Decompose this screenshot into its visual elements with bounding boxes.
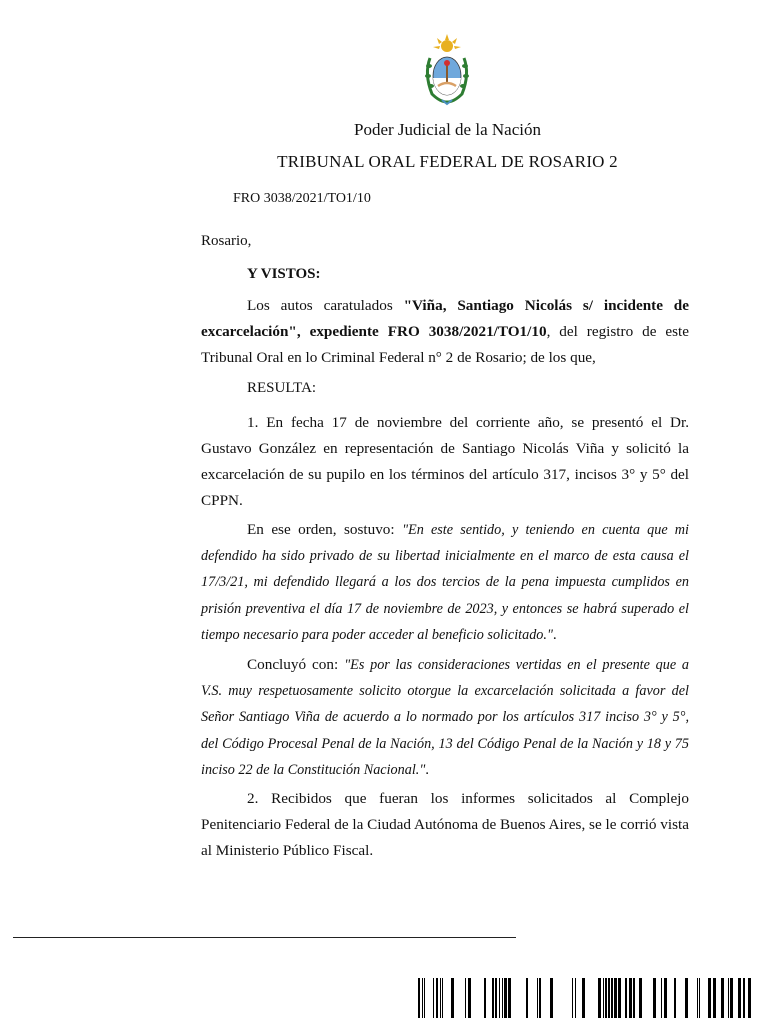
paragraph-conclusion	[201, 652, 689, 783]
barcode-icon	[418, 978, 760, 1018]
argument-lead: En ese orden, sostuvo:	[247, 521, 403, 538]
paragraph-argument	[201, 517, 689, 648]
case-caption-title: "Viña, Santiago Nicolás s/ incidente de excarcelación", expediente FRO 3038/2021/TO1/10	[201, 297, 689, 340]
conclusion-quote: "Es por las consideraciones vertidas en el presente que a V.S. muy respetuosamente solicito otorgue la excarcelación solicitada a favor del Señor Santiago Viña de acuerdo a lo normado por los artículos 317 inciso 3° y 5°, del Código Procesal Penal de la Nación, 13 del Código Penal de la Nación y 18 y 75 inciso 22 de la Constitución Nacional."	[201, 657, 689, 778]
case-caption-lead: Los autos caratulados	[247, 297, 404, 314]
paragraph-2: 2. Recibidos que fueran los informes solicitados al Complejo Penitenciario Federal de la Ciudad Autónoma de Buenos Aires, se le corrió vista al Ministerio Público Fiscal.	[201, 790, 689, 859]
conclusion-lead: Concluyó con:	[247, 656, 345, 673]
paragraph-case-caption	[201, 293, 689, 371]
file-number: FRO 3038/2021/TO1/10	[233, 191, 371, 206]
institution-title: Poder Judicial de la Nación	[354, 120, 541, 139]
argentina-coat-of-arms-icon	[420, 34, 474, 106]
conclusion-tail: .	[425, 760, 430, 778]
paragraph-1: 1. En fecha 17 de noviembre del corriente año, se presentó el Dr. Gustavo González en representación de Santiago Nicolás Viña y solicitó la excarcelación de su pupilo en los términos del artículo 317, incisos 3° y 5° del CPPN.	[201, 414, 689, 509]
section-heading-resulta: RESULTA:	[247, 380, 317, 396]
section-heading-vistos: Y VISTOS:	[247, 266, 321, 282]
court-title: TRIBUNAL ORAL FEDERAL DE ROSARIO 2	[277, 152, 618, 171]
case-caption-tail: , del registro de este Tribunal Oral en lo Criminal Federal n° 2 de Rosario; de los que,	[201, 323, 689, 366]
argument-tail: .	[552, 625, 557, 643]
argument-quote: "En este sentido, y teniendo en cuenta que mi defendido ha sido privado de su libertad inicialmente en el marco de esta causa el 17/3/21, mi defendido llegará a los dos tercios de la pena impuesta cumplidos en prisión preventiva el día 17 de noviembre de 2023, y entonces se habrá superado el tiempo necesario para poder acceder al beneficio solicitado."	[201, 522, 689, 643]
city-dateline: Rosario,	[201, 233, 252, 249]
footer-divider	[13, 937, 516, 938]
